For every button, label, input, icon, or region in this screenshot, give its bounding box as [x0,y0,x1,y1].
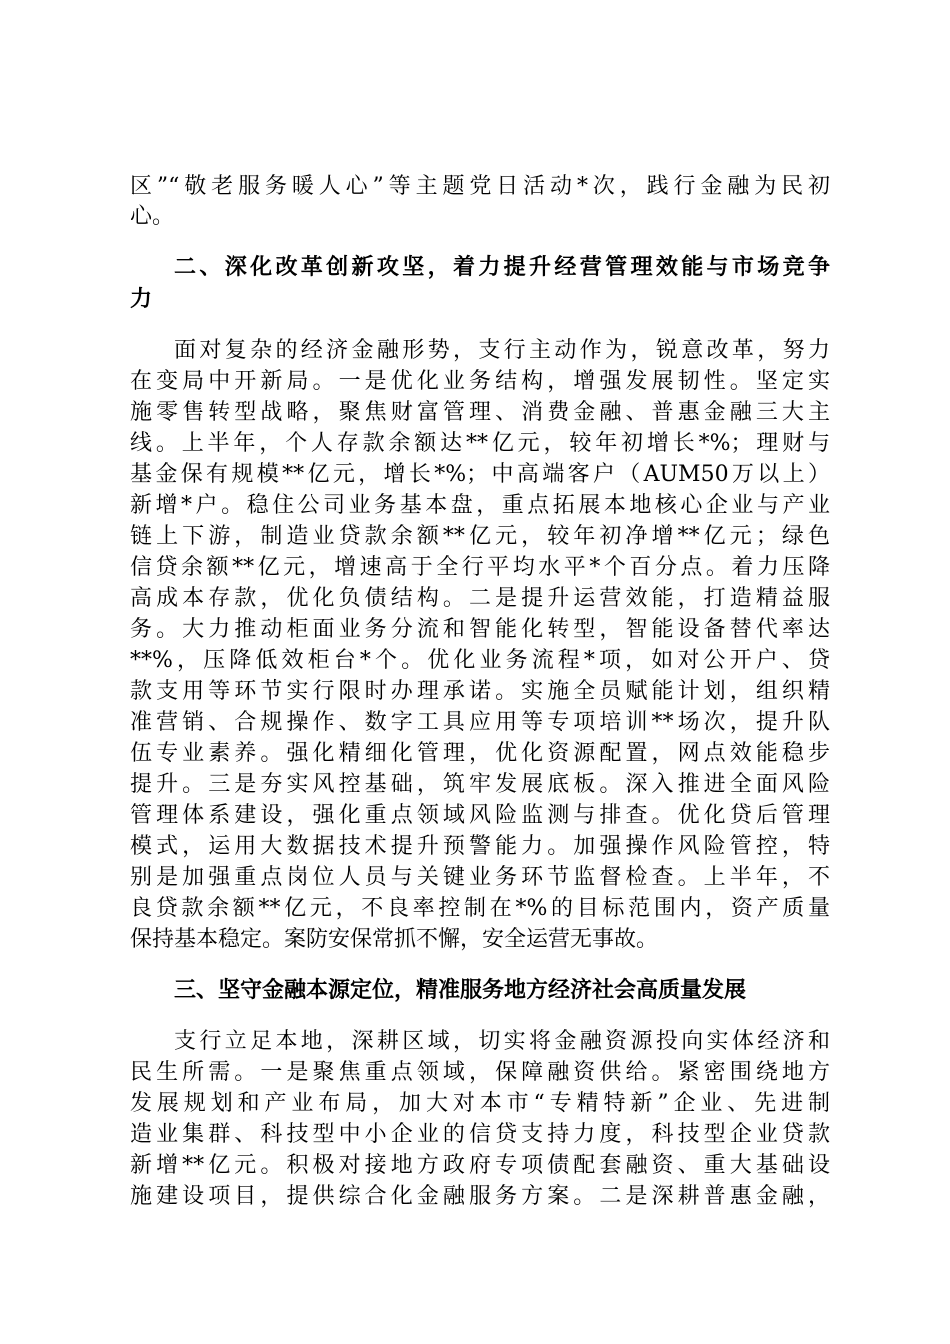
section-2-heading-line-2: 力 [130,287,153,312]
paragraph-2-line-2: 在变局中开新局。一是优化业务结构，增强发展韧性。坚定实 [130,369,830,394]
paragraph-3-line-3: 发展规划和产业布局，加大对本市“专精特新”企业、先进制 [130,1091,830,1116]
paragraph-2-line-8: 信贷余额**亿元，增速高于全行平均水平*个百分点。着力压降 [130,555,830,580]
paragraph-2-line-3: 施零售转型战略，聚焦财富管理、消费金融、普惠金融三大主 [130,400,830,425]
paragraph-2-line-10: 务。大力推动柜面业务分流和智能化转型，智能设备替代率达 [130,617,830,642]
paragraph-2-line-14: 伍专业素养。强化精细化管理，优化资源配置，网点效能稳步 [130,741,830,766]
paragraph-2-line-16: 管理体系建设，强化重点领域风险监测与排查。优化贷后管理 [130,803,830,828]
paragraph-2-line-5: 基金保有规模**亿元，增长*%；中高端客户（AUM50万以上） [130,462,830,487]
paragraph-2-line-15: 提升。三是夯实风控基础，筑牢发展底板。深入推进全面风险 [130,772,830,797]
paragraph-2-line-6: 新增*户。稳住公司业务基本盘，重点拓展本地核心企业与产业 [130,493,830,518]
section-2-heading-line-1: 二、深化改革创新攻坚，着力提升经营管理效能与市场竞争 [174,255,830,280]
paragraph-2-line-20: 保持基本稳定。案防安保常抓不懈，安全运营无事故。 [130,927,659,952]
paragraph-3-line-4: 造业集群、科技型中小企业的信贷支持力度，科技型企业贷款 [130,1122,830,1147]
paragraph-2-line-17: 模式，运用大数据技术提升预警能力。加强操作风险管控，特 [130,834,830,859]
paragraph-1-line-1: 区”“敬老服务暖人心”等主题党日活动*次，践行金融为民初 [130,174,830,199]
section-3-heading: 三、坚守金融本源定位，精准服务地方经济社会高质量发展 [174,978,747,1003]
paragraph-3-line-6: 施建设项目，提供综合化金融服务方案。二是深耕普惠金融， [130,1184,830,1209]
paragraph-3-line-2: 民生所需。一是聚焦重点领域，保障融资供给。紧密围绕地方 [130,1060,830,1085]
paragraph-3-line-5: 新增**亿元。积极对接地方政府专项债配套融资、重大基础设 [130,1153,830,1178]
paragraph-2-line-4: 线。上半年，个人存款余额达**亿元，较年初增长*%；理财与 [130,431,830,456]
paragraph-2-line-1: 面对复杂的经济金融形势，支行主动作为，锐意改革，努力 [174,338,830,363]
paragraph-3-line-1: 支行立足本地，深耕区域，切实将金融资源投向实体经济和 [174,1029,830,1054]
paragraph-2-line-9: 高成本存款，优化负债结构。二是提升运营效能，打造精益服 [130,586,830,611]
paragraph-2-line-11: **%，压降低效柜台*个。优化业务流程*项，如对公开户、贷 [130,648,830,673]
paragraph-2-line-13: 准营销、合规操作、数字工具应用等专项培训**场次，提升队 [130,710,830,735]
paragraph-2-line-19: 良贷款余额**亿元，不良率控制在*%的目标范围内，资产质量 [130,896,830,921]
paragraph-2-line-12: 款支用等环节实行限时办理承诺。实施全员赋能计划，组织精 [130,679,830,704]
paragraph-2-line-18: 别是加强重点岗位人员与关键业务环节监督检查。上半年，不 [130,865,830,890]
paragraph-1-line-2: 心。 [130,204,175,229]
paragraph-2-line-7: 链上下游，制造业贷款余额**亿元，较年初净增**亿元；绿色 [130,524,830,549]
